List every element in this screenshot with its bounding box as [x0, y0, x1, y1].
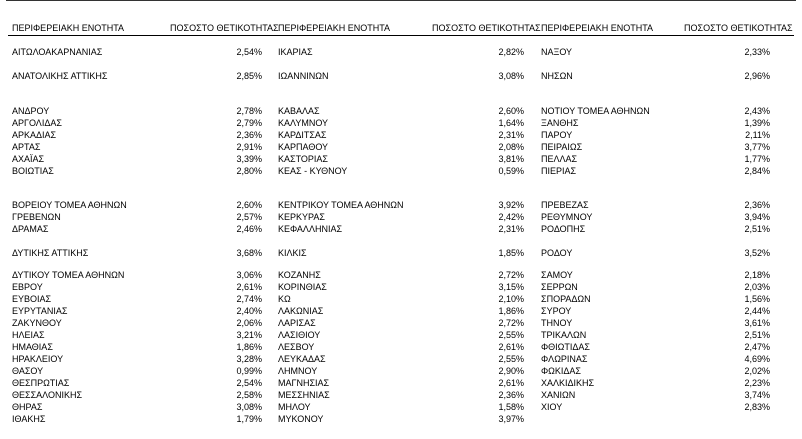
positivity-value: 3,21%	[236, 330, 262, 340]
positivity-value: 2,02%	[744, 366, 770, 376]
region-name: ΚΑΡΠΑΘΟΥ	[278, 142, 329, 152]
positivity-value: 2,44%	[744, 306, 770, 316]
region-name: ΙΩΑΝΝΙΝΩΝ	[278, 71, 329, 81]
positivity-value: 2,33%	[744, 47, 770, 57]
positivity-value: 3,08%	[236, 402, 262, 412]
column-header-region: ΠΕΡΙΦΕΡΕΙΑΚΗ ΕΝΟΤΗΤΑ	[541, 23, 654, 33]
region-name: ΛΑΡΙΣΑΣ	[278, 318, 316, 328]
region-name: ΚΑΒΑΛΑΣ	[278, 106, 320, 116]
positivity-value: 2,36%	[498, 390, 524, 400]
positivity-value: 2,10%	[498, 294, 524, 304]
positivity-value: 0,59%	[498, 166, 524, 176]
positivity-value: 1,58%	[498, 402, 524, 412]
positivity-value: 3,92%	[498, 200, 524, 210]
region-name: ΛΑΣΙΘΙΟΥ	[278, 330, 321, 340]
region-name: ΣΑΜΟΥ	[541, 270, 573, 280]
positivity-value: 3,74%	[744, 390, 770, 400]
positivity-value: 2,54%	[236, 378, 262, 388]
positivity-value: 2,54%	[236, 47, 262, 57]
region-name: ΜΑΓΝΗΣΙΑΣ	[278, 378, 330, 388]
top-border	[6, 0, 796, 1]
positivity-value: 3,61%	[744, 318, 770, 328]
positivity-value: 3,68%	[236, 248, 262, 258]
column-header-positivity: ΠΟΣΟΣΤΟ ΘΕΤΙΚΟΤΗΤΑΣ	[432, 23, 541, 33]
positivity-value: 2,85%	[236, 71, 262, 81]
region-name: ΛΕΥΚΑΔΑΣ	[278, 354, 326, 364]
positivity-value: 1,86%	[236, 342, 262, 352]
positivity-value: 2,72%	[498, 270, 524, 280]
positivity-value: 2,23%	[744, 378, 770, 388]
positivity-value: 2,55%	[498, 330, 524, 340]
region-name: ΣΠΟΡΑΔΩΝ	[541, 294, 591, 304]
region-name: ΗΜΑΘΙΑΣ	[12, 342, 53, 352]
region-name: ΙΘΑΚΗΣ	[12, 414, 46, 424]
region-name: ΡΟΔΟΠΗΣ	[541, 224, 586, 234]
positivity-value: 2,31%	[498, 224, 524, 234]
positivity-value: 3,77%	[744, 142, 770, 152]
positivity-value: 2,79%	[236, 118, 262, 128]
column-header-region: ΠΕΡΙΦΕΡΕΙΑΚΗ ΕΝΟΤΗΤΑ	[278, 23, 391, 33]
region-name: ΔΡΑΜΑΣ	[12, 224, 49, 234]
region-name: ΘΕΣΣΑΛΟΝΙΚΗΣ	[12, 390, 83, 400]
region-name: ΡΕΘΥΜΝΟΥ	[541, 212, 593, 222]
region-name: ΒΟΡΕΙΟΥ ΤΟΜΕΑ ΑΘΗΝΩΝ	[12, 200, 127, 210]
region-name: ΑΝΔΡΟΥ	[12, 106, 50, 116]
column-header-positivity: ΠΟΣΟΣΤΟ ΘΕΤΙΚΟΤΗΤΑΣ	[170, 23, 279, 33]
positivity-value: 3,08%	[498, 71, 524, 81]
region-name: ΑΧΑΪΑΣ	[12, 154, 45, 164]
region-name: ΧΑΝΙΩΝ	[541, 390, 576, 400]
positivity-value: 2,91%	[236, 142, 262, 152]
positivity-value: 2,03%	[744, 282, 770, 292]
positivity-value: 1,64%	[498, 118, 524, 128]
region-name: ΑΡΓΟΛΙΔΑΣ	[12, 118, 62, 128]
positivity-value: 2,36%	[236, 130, 262, 140]
positivity-value: 0,99%	[236, 366, 262, 376]
positivity-value: 3,15%	[498, 282, 524, 292]
positivity-value: 2,61%	[498, 342, 524, 352]
region-name: ΑΙΤΩΛΟΑΚΑΡΝΑΝΙΑΣ	[12, 47, 103, 57]
region-name: ΚΑΛΥΜΝΟΥ	[278, 118, 329, 128]
positivity-value: 2,84%	[744, 166, 770, 176]
region-name: ΣΥΡΟΥ	[541, 306, 572, 316]
region-name: ΚΙΛΚΙΣ	[278, 248, 307, 258]
region-name: ΞΑΝΘΗΣ	[541, 118, 579, 128]
positivity-value: 3,94%	[744, 212, 770, 222]
region-name: ΛΗΜΝΟΥ	[278, 366, 318, 376]
positivity-value: 2,43%	[744, 106, 770, 116]
region-name: ΦΘΙΩΤΙΔΑΣ	[541, 342, 590, 352]
region-name: ΓΡΕΒΕΝΩΝ	[12, 212, 61, 222]
positivity-value: 3,06%	[236, 270, 262, 280]
region-name: ΒΟΙΩΤΙΑΣ	[12, 166, 54, 176]
region-name: ΠΕΛΛΑΣ	[541, 154, 578, 164]
positivity-value: 2,18%	[744, 270, 770, 280]
positivity-value: 2,82%	[498, 47, 524, 57]
region-name: ΧΑΛΚΙΔΙΚΗΣ	[541, 378, 595, 388]
positivity-value: 2,61%	[236, 282, 262, 292]
region-name: ΝΟΤΙΟΥ ΤΟΜΕΑ ΑΘΗΝΩΝ	[541, 106, 650, 116]
positivity-value: 2,31%	[498, 130, 524, 140]
positivity-value: 2,51%	[744, 224, 770, 234]
region-name: ΚΩ	[278, 294, 291, 304]
positivity-value: 2,36%	[744, 200, 770, 210]
positivity-value: 2,74%	[236, 294, 262, 304]
region-name: ΗΡΑΚΛΕΙΟΥ	[12, 354, 64, 364]
region-name: ΘΕΣΠΡΩΤΙΑΣ	[12, 378, 70, 388]
positivity-value: 2,11%	[745, 130, 770, 140]
positivity-value: 2,78%	[236, 106, 262, 116]
positivity-value: 2,51%	[744, 330, 770, 340]
positivity-value: 1,77%	[744, 154, 770, 164]
positivity-value: 2,46%	[236, 224, 262, 234]
region-name: ΛΕΣΒΟΥ	[278, 342, 315, 352]
positivity-value: 2,58%	[236, 390, 262, 400]
positivity-value: 3,52%	[744, 248, 770, 258]
positivity-value: 1,79%	[236, 414, 262, 424]
positivity-value: 1,39%	[744, 118, 770, 128]
positivity-value: 1,56%	[744, 294, 770, 304]
positivity-value: 2,60%	[236, 200, 262, 210]
region-name: ΚΟΖΑΝΗΣ	[278, 270, 321, 280]
positivity-value: 3,39%	[236, 154, 262, 164]
positivity-value: 2,57%	[236, 212, 262, 222]
region-name: ΕΥΡΥΤΑΝΙΑΣ	[12, 306, 68, 316]
column-header-region: ΠΕΡΙΦΕΡΕΙΑΚΗ ΕΝΟΤΗΤΑ	[12, 23, 125, 33]
positivity-value: 2,72%	[498, 318, 524, 328]
positivity-value: 3,28%	[236, 354, 262, 364]
region-name: ΑΡΚΑΔΙΑΣ	[12, 130, 57, 140]
region-name: ΜΗΛΟΥ	[278, 402, 311, 412]
region-name: ΚΑΣΤΟΡΙΑΣ	[278, 154, 328, 164]
region-name: ΕΥΒΟΙΑΣ	[12, 294, 52, 304]
region-name: ΚΕΝΤΡΙΚΟΥ ΤΟΜΕΑ ΑΘΗΝΩΝ	[278, 200, 404, 210]
positivity-value: 2,80%	[236, 166, 262, 176]
region-name: ΠΕΙΡΑΙΩΣ	[541, 142, 583, 152]
region-name: ΔΥΤΙΚΟΥ ΤΟΜΕΑ ΑΘΗΝΩΝ	[12, 270, 125, 280]
positivity-value: 2,47%	[744, 342, 770, 352]
positivity-value: 2,60%	[498, 106, 524, 116]
region-name: ΚΕΦΑΛΛΗΝΙΑΣ	[278, 224, 343, 234]
region-name: ΦΛΩΡΙΝΑΣ	[541, 354, 588, 364]
region-name: ΘΑΣΟΥ	[12, 366, 44, 376]
region-name: ΡΟΔΟΥ	[541, 248, 573, 258]
region-name: ΠΙΕΡΙΑΣ	[541, 166, 577, 176]
region-name: ΦΩΚΙΔΑΣ	[541, 366, 581, 376]
region-name: ΙΚΑΡΙΑΣ	[278, 47, 313, 57]
positivity-value: 3,97%	[498, 414, 524, 424]
positivity-value: 3,81%	[498, 154, 524, 164]
column-header-positivity: ΠΟΣΟΣΤΟ ΘΕΤΙΚΟΤΗΤΑΣ	[684, 23, 793, 33]
region-name: ΣΕΡΡΩΝ	[541, 282, 578, 292]
positivity-value: 2,06%	[236, 318, 262, 328]
region-name: ΜΥΚΟΝΟΥ	[278, 414, 324, 424]
region-name: ΑΝΑΤΟΛΙΚΗΣ ΑΤΤΙΚΗΣ	[12, 71, 108, 81]
positivity-value: 2,90%	[498, 366, 524, 376]
positivity-value: 2,40%	[236, 306, 262, 316]
positivity-value: 2,55%	[498, 354, 524, 364]
region-name: ΑΡΤΑΣ	[12, 142, 41, 152]
region-name: ΧΙΟΥ	[541, 402, 563, 412]
region-name: ΚΕΑΣ - ΚΥΘΝΟΥ	[278, 166, 348, 176]
positivity-value: 1,85%	[498, 248, 524, 258]
region-name: ΖΑΚΥΝΘΟΥ	[12, 318, 62, 328]
positivity-value: 4,69%	[744, 354, 770, 364]
region-name: ΤΡΙΚΑΛΩΝ	[541, 330, 587, 340]
positivity-value: 2,61%	[498, 378, 524, 388]
region-name: ΘΗΡΑΣ	[12, 402, 43, 412]
positivity-value: 2,83%	[744, 402, 770, 412]
region-name: ΗΛΕΙΑΣ	[12, 330, 45, 340]
region-name: ΚΑΡΔΙΤΣΑΣ	[278, 130, 327, 140]
region-name: ΤΗΝΟΥ	[541, 318, 573, 328]
header-divider	[8, 35, 794, 36]
region-name: ΠΡΕΒΕΖΑΣ	[541, 200, 589, 210]
region-name: ΚΕΡΚΥΡΑΣ	[278, 212, 325, 222]
region-name: ΚΟΡΙΝΘΙΑΣ	[278, 282, 327, 292]
region-name: ΠΑΡΟΥ	[541, 130, 573, 140]
positivity-value: 2,08%	[498, 142, 524, 152]
region-name: ΝΑΞΟΥ	[541, 47, 573, 57]
region-name: ΔΥΤΙΚΗΣ ΑΤΤΙΚΗΣ	[12, 248, 89, 258]
positivity-value: 2,42%	[498, 212, 524, 222]
region-name: ΝΗΣΩΝ	[541, 71, 573, 81]
region-name: ΕΒΡΟΥ	[12, 282, 43, 292]
positivity-value: 2,96%	[744, 71, 770, 81]
region-name: ΛΑΚΩΝΙΑΣ	[278, 306, 324, 316]
positivity-value: 1,86%	[498, 306, 524, 316]
region-name: ΜΕΣΣΗΝΙΑΣ	[278, 390, 330, 400]
